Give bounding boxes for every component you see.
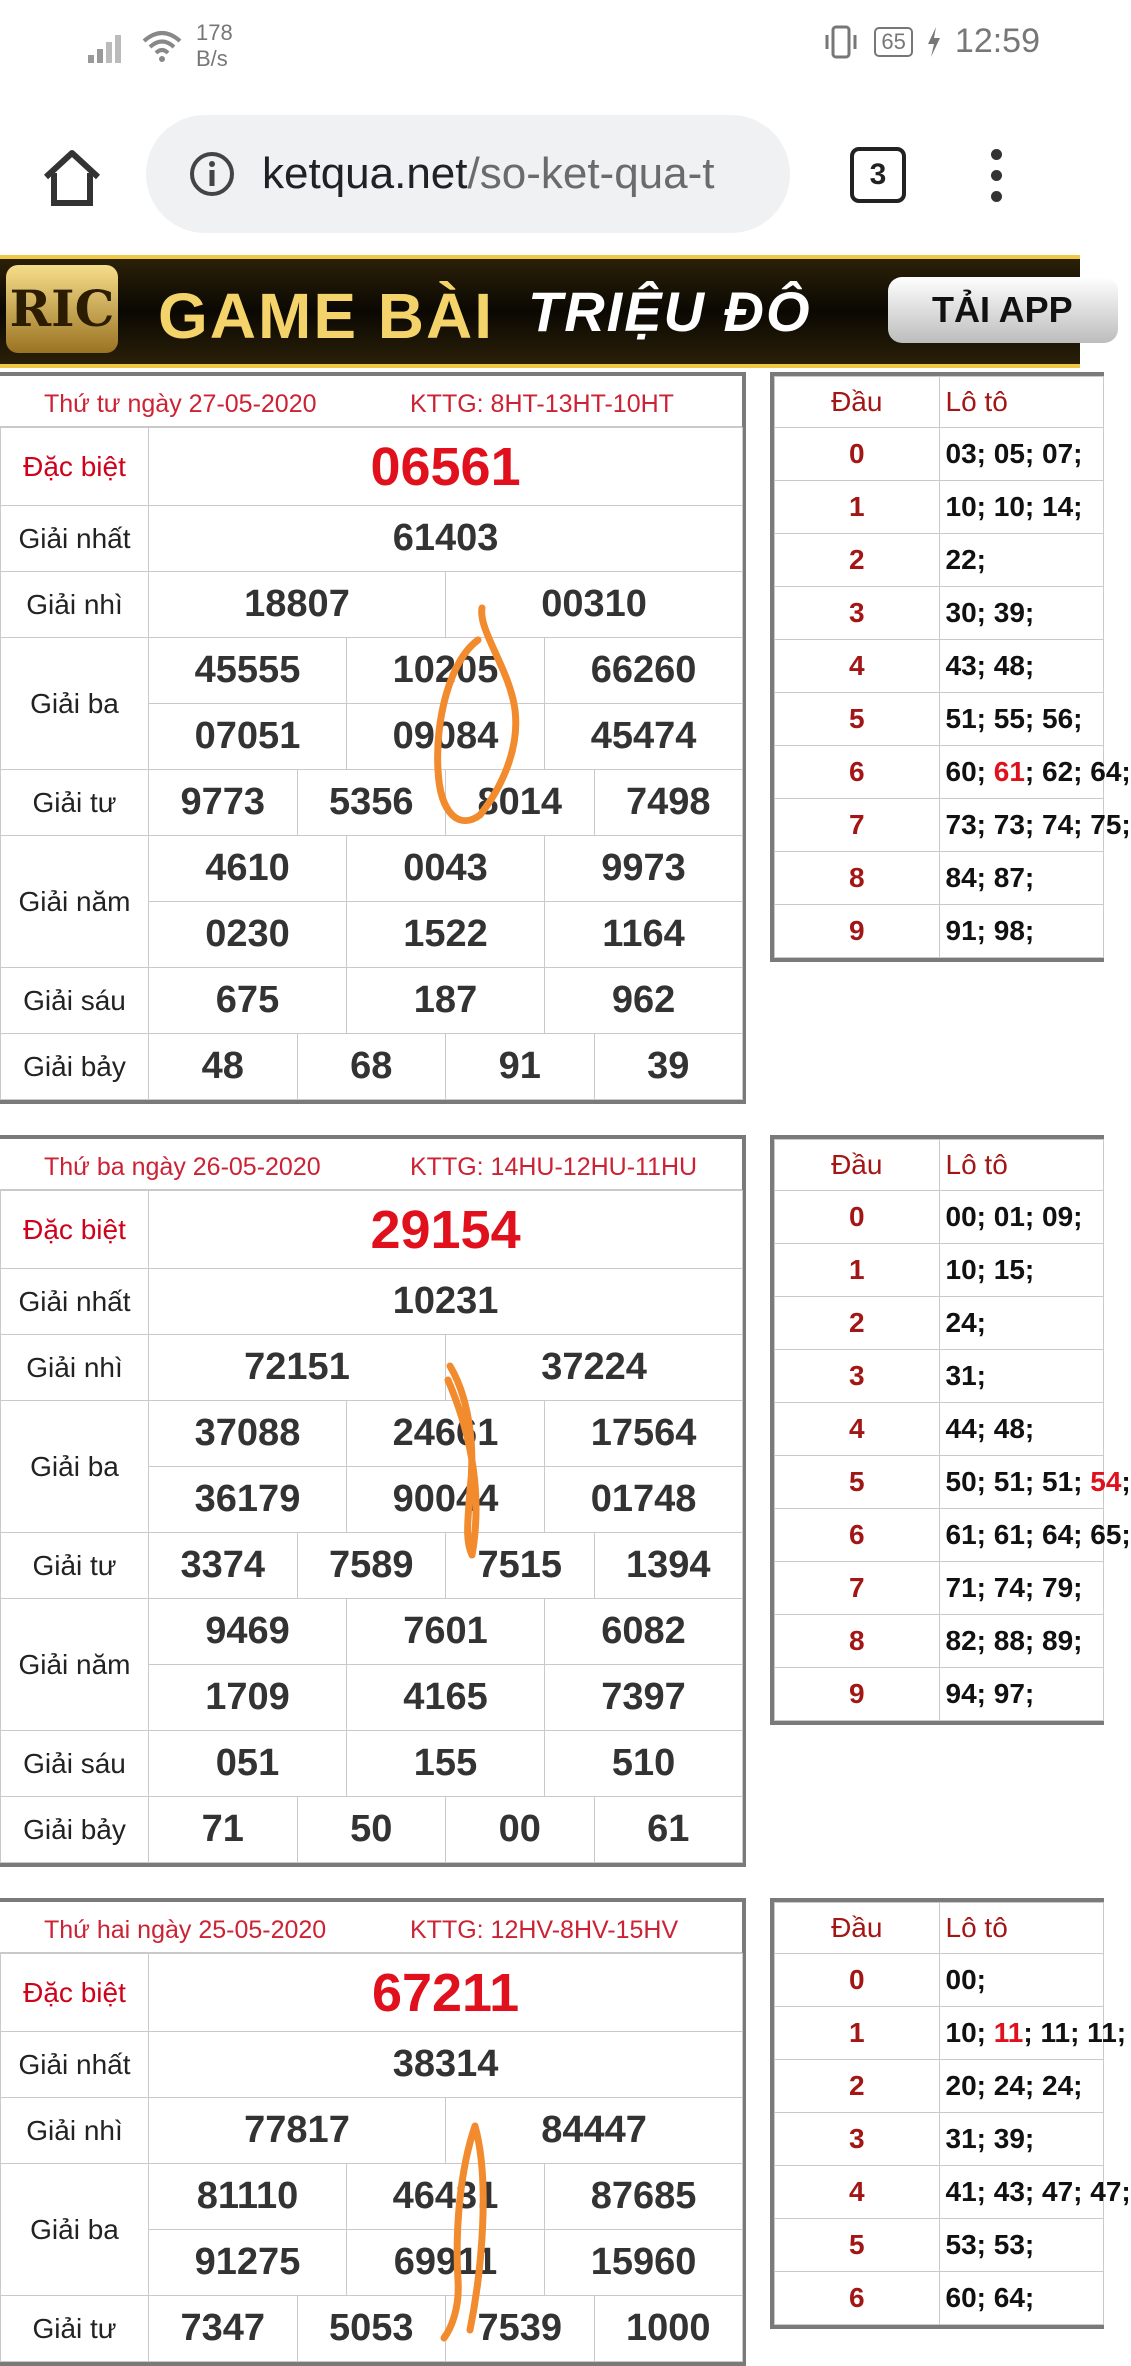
prize-number: 66260 <box>545 638 743 704</box>
loto-values <box>939 640 1104 693</box>
vibrate-icon <box>822 25 860 59</box>
prize-label: Giải nhì <box>1 572 149 638</box>
loto-values-text: 44; 48; <box>945 1413 1035 1444</box>
dau-digit: 3 <box>775 587 940 640</box>
prize-number: 3374 <box>149 1533 298 1599</box>
dau-digit: 6 <box>775 2272 940 2325</box>
prize-label: Đặc biệt <box>1 428 149 506</box>
prize-number: 81110 <box>149 2164 347 2230</box>
prize-label: Giải nhất <box>1 2032 149 2098</box>
dau-digit: 4 <box>775 2166 940 2219</box>
prize-number: 18807 <box>149 572 446 638</box>
loto-header: Lô tô <box>939 377 1104 428</box>
prize-label: Giải ba <box>1 1401 149 1533</box>
kttg-code: KTTG: 12HV-8HV-15HV <box>410 1916 679 1944</box>
loto-values-text: 91; 98; <box>945 915 1035 946</box>
result-table <box>0 1135 746 1867</box>
loto-values-rest: ; 62; 64; <box>1024 756 1131 787</box>
prize-label: Giải nhì <box>1 2098 149 2164</box>
browser-toolbar <box>0 95 1080 255</box>
dau-digit: 1 <box>775 1244 940 1297</box>
result-header <box>0 376 742 427</box>
draw-date: Thứ ba ngày 26-05-2020 <box>44 1153 321 1181</box>
loto-values <box>939 1509 1131 1562</box>
prize-number: 36179 <box>149 1467 347 1533</box>
prize-number: 01748 <box>545 1467 743 1533</box>
status-bar <box>0 0 1080 95</box>
dau-digit: 0 <box>775 1954 940 2007</box>
prize-label: Giải tư <box>1 1533 149 1599</box>
loto-values-text: 43; 48; <box>945 650 1035 681</box>
draw-date: Thứ hai ngày 25-05-2020 <box>44 1916 327 1944</box>
prize-label: Giải sáu <box>1 968 149 1034</box>
signal-icon <box>88 29 128 63</box>
prize-number: 46431 <box>347 2164 545 2230</box>
download-app-button[interactable]: TẢI APP <box>888 277 1118 343</box>
url-path: /so-ket-qua-t <box>467 149 715 198</box>
loto-values <box>939 852 1104 905</box>
dau-digit: 3 <box>775 1350 940 1403</box>
loto-values-text: 31; <box>945 1360 986 1391</box>
prize-number: 61 <box>594 1797 743 1863</box>
loto-values <box>939 693 1104 746</box>
url-host: ketqua.net <box>262 149 468 198</box>
loto-values-text: 84; 87; <box>945 862 1035 893</box>
prize-label: Giải nhất <box>1 506 149 572</box>
loto-values <box>939 1191 1104 1244</box>
prize-number: 7589 <box>297 1533 446 1599</box>
prize-number: 0230 <box>149 902 347 968</box>
banner-title-1: GAME BÀI <box>158 280 494 352</box>
network-speed-value: 178 <box>196 20 233 45</box>
loto-values-text: 10; 15; <box>945 1254 1035 1285</box>
loto-values <box>939 1297 1104 1350</box>
dau-digit: 5 <box>775 1456 940 1509</box>
prize-number: 45474 <box>545 704 743 770</box>
prize-number: 1000 <box>594 2296 743 2362</box>
dau-digit: 5 <box>775 693 940 746</box>
loto-values-text: 10; <box>945 2017 994 2048</box>
prize-number: 50 <box>297 1797 446 1863</box>
loto-table <box>770 372 1131 962</box>
prize-number: 7515 <box>446 1533 595 1599</box>
prize-number: 7347 <box>149 2296 298 2362</box>
banner-title-2: TRIỆU ĐÔ <box>528 280 812 343</box>
loto-values-text: 71; 74; 79; <box>945 1572 1083 1603</box>
result-header <box>0 1902 742 1953</box>
loto-values-text: 24; <box>945 1307 986 1338</box>
prize-number: 7397 <box>545 1665 743 1731</box>
prize-number: 7539 <box>446 2296 595 2362</box>
prize-label: Giải năm <box>1 1599 149 1731</box>
dau-digit: 5 <box>775 2219 940 2272</box>
prize-number: 962 <box>545 968 743 1034</box>
dau-digit: 1 <box>775 2007 940 2060</box>
prize-number: 10205 <box>347 638 545 704</box>
loto-values <box>939 1562 1104 1615</box>
loto-highlight: 61 <box>993 756 1025 787</box>
prize-number: 8014 <box>446 770 595 836</box>
prize-number: 38314 <box>149 2032 743 2098</box>
loto-highlight: 54 <box>1090 1466 1122 1497</box>
prize-number: 71 <box>149 1797 298 1863</box>
loto-values-text: 30; 39; <box>945 597 1035 628</box>
loto-values-text: 82; 88; 89; <box>945 1625 1083 1656</box>
dau-digit: 9 <box>775 905 940 958</box>
prize-number: 9973 <box>545 836 743 902</box>
result-table <box>0 372 746 1104</box>
prize-number: 675 <box>149 968 347 1034</box>
prize-number: 09084 <box>347 704 545 770</box>
info-icon[interactable] <box>188 150 236 198</box>
prize-number: 39 <box>594 1034 743 1100</box>
loto-table <box>770 1135 1131 1725</box>
prize-number: 15960 <box>545 2230 743 2296</box>
prize-number: 4610 <box>149 836 347 902</box>
dau-digit: 3 <box>775 2113 940 2166</box>
prize-number: 1164 <box>545 902 743 968</box>
loto-values-text: 22; <box>945 544 986 575</box>
tab-switcher-button[interactable]: 3 <box>850 147 906 203</box>
prize-label: Đặc biệt <box>1 1191 149 1269</box>
loto-values <box>939 1244 1104 1297</box>
dau-digit: 0 <box>775 1191 940 1244</box>
dau-digit: 4 <box>775 640 940 693</box>
dau-digit: 8 <box>775 852 940 905</box>
dau-digit: 8 <box>775 1615 940 1668</box>
result-table <box>0 1898 746 2366</box>
prize-number: 0043 <box>347 836 545 902</box>
prize-number: 7601 <box>347 1599 545 1665</box>
dau-header: Đầu <box>775 377 940 428</box>
loto-header: Lô tô <box>939 1903 1104 1954</box>
loto-values <box>939 2113 1104 2166</box>
loto-values <box>939 587 1104 640</box>
prize-number: 72151 <box>149 1335 446 1401</box>
prize-number: 87685 <box>545 2164 743 2230</box>
loto-values-text: 00; 01; 09; <box>945 1201 1083 1232</box>
dau-digit: 9 <box>775 1668 940 1721</box>
dau-digit: 1 <box>775 481 940 534</box>
prize-label: Giải bảy <box>1 1034 149 1100</box>
prize-number: 4165 <box>347 1665 545 1731</box>
loto-values-text: 94; 97; <box>945 1678 1035 1709</box>
loto-values-text: 73; 73; 74; 75; <box>945 809 1131 840</box>
dau-digit: 6 <box>775 1509 940 1562</box>
prize-label: Giải sáu <box>1 1731 149 1797</box>
loto-values-text: 41; 43; 47; 47; <box>945 2176 1131 2207</box>
loto-values-rest: ; <box>1121 1466 1131 1497</box>
prize-number: 9469 <box>149 1599 347 1665</box>
prize-number: 07051 <box>149 704 347 770</box>
prize-number: 67211 <box>149 1954 743 2032</box>
kttg-code: KTTG: 8HT-13HT-10HT <box>410 390 674 418</box>
prize-label: Giải ba <box>1 638 149 770</box>
charging-icon <box>927 27 941 57</box>
loto-values-rest: ; 11; 11; <box>1023 2017 1127 2048</box>
prize-number: 00 <box>446 1797 595 1863</box>
loto-values-text: 31; 39; <box>945 2123 1035 2154</box>
dau-digit: 7 <box>775 799 940 852</box>
dau-digit: 2 <box>775 2060 940 2113</box>
loto-values <box>939 1350 1104 1403</box>
loto-values <box>939 799 1131 852</box>
loto-values <box>939 1403 1104 1456</box>
loto-header: Lô tô <box>939 1140 1104 1191</box>
prize-number: 00310 <box>446 572 743 638</box>
prize-number: 45555 <box>149 638 347 704</box>
prize-number: 187 <box>347 968 545 1034</box>
prize-number: 9773 <box>149 770 298 836</box>
prize-number: 6082 <box>545 1599 743 1665</box>
prize-number: 69911 <box>347 2230 545 2296</box>
loto-values <box>939 534 1104 587</box>
url-text[interactable] <box>262 149 714 199</box>
prize-label: Giải nhất <box>1 1269 149 1335</box>
loto-values-text: 60; 64; <box>945 2282 1035 2313</box>
loto-values <box>939 2219 1104 2272</box>
dau-digit: 2 <box>775 1297 940 1350</box>
prize-number: 84447 <box>446 2098 743 2164</box>
prize-label: Đặc biệt <box>1 1954 149 2032</box>
loto-values-text: 10; 10; 14; <box>945 491 1083 522</box>
loto-values <box>939 1668 1104 1721</box>
prize-number: 29154 <box>149 1191 743 1269</box>
loto-values-text: 03; 05; 07; <box>945 438 1083 469</box>
loto-values-text: 20; 24; 24; <box>945 2070 1083 2101</box>
prize-number: 48 <box>149 1034 298 1100</box>
loto-values-text: 50; 51; 51; <box>945 1466 1091 1497</box>
loto-values <box>939 2166 1131 2219</box>
prize-number: 1394 <box>594 1533 743 1599</box>
prize-number: 7498 <box>594 770 743 836</box>
prize-label: Giải nhì <box>1 1335 149 1401</box>
prize-number: 91 <box>446 1034 595 1100</box>
prize-label: Giải bảy <box>1 1797 149 1863</box>
loto-values <box>939 1954 1104 2007</box>
prize-label: Giải ba <box>1 2164 149 2296</box>
wifi-icon <box>142 29 182 63</box>
prize-number: 1709 <box>149 1665 347 1731</box>
prize-number: 510 <box>545 1731 743 1797</box>
loto-values <box>939 2007 1127 2060</box>
prize-number: 61403 <box>149 506 743 572</box>
banner-logo: RIC <box>6 265 118 353</box>
prize-number: 90044 <box>347 1467 545 1533</box>
prize-number: 5053 <box>297 2296 446 2362</box>
prize-number: 91275 <box>149 2230 347 2296</box>
dau-header: Đầu <box>775 1140 940 1191</box>
prize-number: 06561 <box>149 428 743 506</box>
dau-digit: 2 <box>775 534 940 587</box>
address-bar[interactable] <box>146 115 790 233</box>
prize-label: Giải năm <box>1 836 149 968</box>
prize-number: 37088 <box>149 1401 347 1467</box>
ad-banner[interactable] <box>0 255 1080 368</box>
dau-digit: 7 <box>775 1562 940 1615</box>
kttg-code: KTTG: 14HU-12HU-11HU <box>410 1153 698 1181</box>
prize-number: 1522 <box>347 902 545 968</box>
loto-values <box>939 905 1104 958</box>
loto-values <box>939 2272 1104 2325</box>
prize-number: 24661 <box>347 1401 545 1467</box>
network-speed-unit: B/s <box>196 46 228 71</box>
prize-label: Giải tư <box>1 770 149 836</box>
prize-number: 17564 <box>545 1401 743 1467</box>
dau-digit: 4 <box>775 1403 940 1456</box>
clock: 12:59 <box>954 22 1040 60</box>
overflow-menu-icon[interactable] <box>984 149 1008 209</box>
dau-digit: 0 <box>775 428 940 481</box>
prize-number: 37224 <box>446 1335 743 1401</box>
prize-label: Giải tư <box>1 2296 149 2362</box>
loto-values <box>939 2060 1104 2113</box>
loto-highlight: 11 <box>993 2017 1024 2048</box>
battery-level: 65 <box>874 27 912 57</box>
prize-number: 10231 <box>149 1269 743 1335</box>
prize-number: 68 <box>297 1034 446 1100</box>
prize-number: 77817 <box>149 2098 446 2164</box>
home-icon[interactable] <box>40 145 104 209</box>
loto-values <box>939 1615 1104 1668</box>
loto-values-text: 51; 55; 56; <box>945 703 1083 734</box>
draw-date: Thứ tư ngày 27-05-2020 <box>44 390 317 418</box>
loto-values-text: 61; 61; 64; 65; <box>945 1519 1131 1550</box>
loto-table <box>770 1898 1131 2329</box>
loto-values <box>939 1456 1131 1509</box>
dau-digit: 6 <box>775 746 940 799</box>
loto-values <box>939 481 1104 534</box>
loto-values-text: 00; <box>945 1964 986 1995</box>
loto-values-text: 53; 53; <box>945 2229 1035 2260</box>
loto-values <box>939 428 1104 481</box>
prize-number: 051 <box>149 1731 347 1797</box>
prize-number: 5356 <box>297 770 446 836</box>
loto-values <box>939 746 1131 799</box>
loto-values-text: 60; <box>945 756 994 787</box>
prize-number: 155 <box>347 1731 545 1797</box>
result-header <box>0 1139 742 1190</box>
dau-header: Đầu <box>775 1903 940 1954</box>
